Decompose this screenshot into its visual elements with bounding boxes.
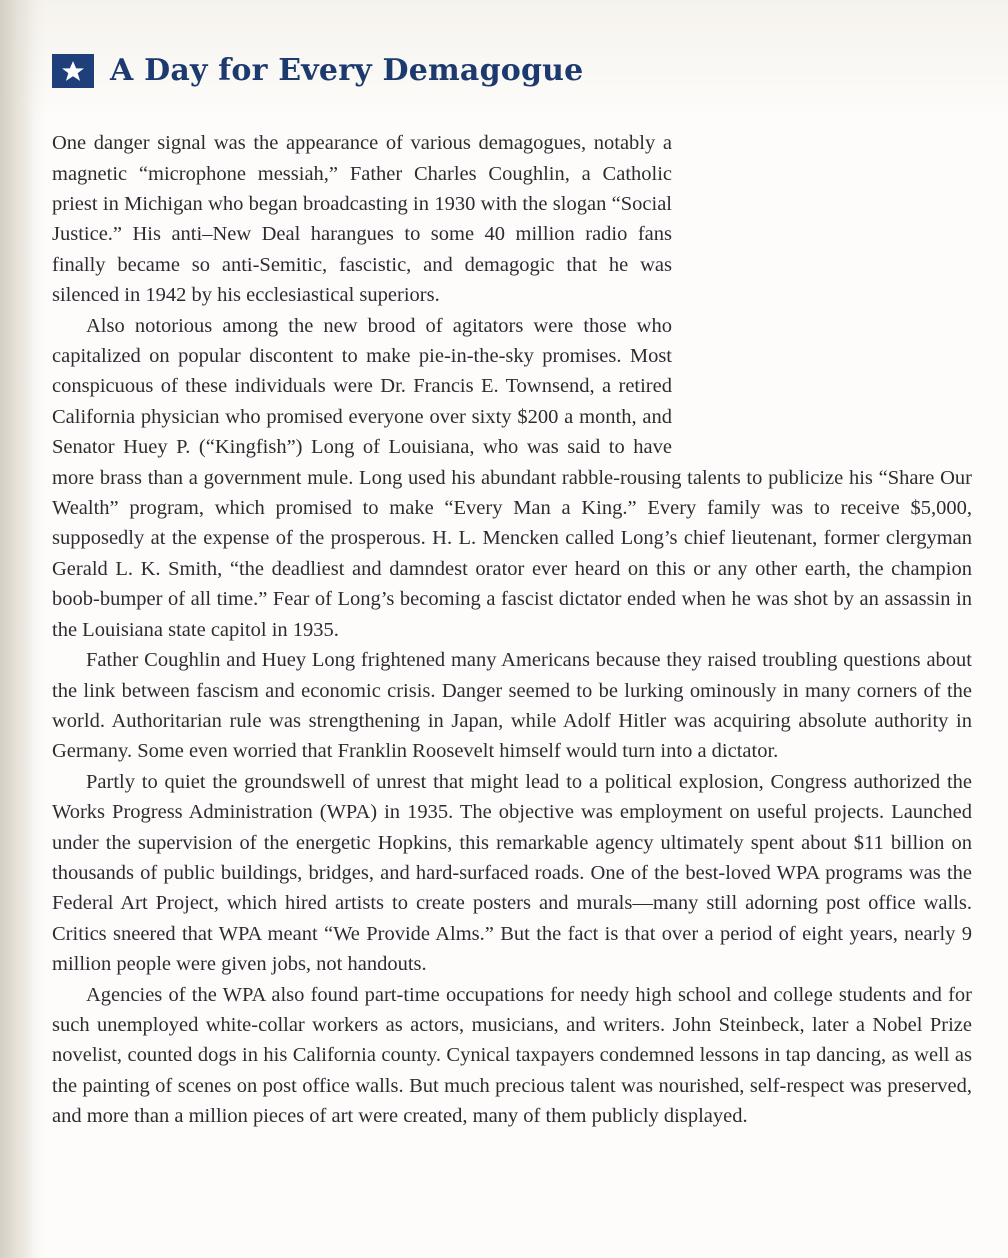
section-heading xyxy=(52,36,972,106)
paragraph-5: Agencies of the WPA also found part-time occupations for needy high school and college students and for such unemployed white-collar workers as actors, musicians, and writers. John Steinbeck, later a Nobel Prize novelist, counted dogs in his California county. Cynical taxpayers condemned lessons in tap dancing, as well as the painting of scenes on post office walls. But much precious talent was nourished, self-respect was preserved, and more than a million pieces of art were created, many of them publicly displayed. xyxy=(52,983,972,1128)
right-margin-spacer-2 xyxy=(672,311,972,463)
star-icon xyxy=(52,54,94,88)
page-title: A Day for Every Demagogue xyxy=(110,53,584,89)
right-margin-spacer xyxy=(672,128,972,296)
paragraph-1: One danger signal was the appearance of various demagogues, notably a magnetic “microphone messiah,” Father Charles Coughlin, a Catholic priest in Michigan who began broadcasting in 1930 with the slogan “Social Justice.” His anti–New Deal harangues to some 40 million radio fans finally became so anti-Semitic, fascistic, and demagogic that he was silenced in 1942 by his ecclesiastical superiors. xyxy=(52,132,672,307)
article-content xyxy=(52,36,972,1132)
paragraph-3: Father Coughlin and Huey Long frightened many Americans because they raised troubling questions about the link between fascism and economic crisis. Danger seemed to be lurking ominously in many corners of the world. Authoritarian rule was strengthening in Japan, while Adolf Hitler was acquiring absolute authority in Germany. Some even worried that Franklin Roosevelt himself would turn into a dictator. xyxy=(52,649,972,763)
paragraph-2: Also notorious among the new brood of agitators were those who capitalized on popular discontent to make pie-in-the-sky promises. Most conspicuous of these individuals were Dr. Francis E. Townsend, a retired California physician who promised everyone over sixty $200 a month, and Senator Huey P. (“Kingfish”) Long of Louisiana, who was said to have more brass than a government mule. Long used his abundant rabble-rousing talents to publicize his “Share Our Wealth” program, which promised to make “Every Man a King.” Every family was to receive $5,000, supposedly at the expense of the prosperous. H. L. Mencken called Long’s chief lieutenant, former clergyman Gerald L. K. Smith, “the deadliest and damndest orator ever heard on this or any other earth, the champion boob-bumper of all time.” Fear of Long’s becoming a fascist dictator ended when he was shot by an assassin in the Louisiana state capitol in 1935. xyxy=(52,314,972,641)
page-left-edge-shadow xyxy=(0,0,34,1258)
paragraph-4: Partly to quiet the groundswell of unrest that might lead to a political explosion, Congress authorized the Works Progress Administration (WPA) in 1935. The objective was employment on useful projects. Launched under the supervision of the energetic Hopkins, this remarkable agency ultimately spent about $11 billion on thousands of public buildings, bridges, and hard-surfaced roads. One of the best-loved WPA programs was the Federal Art Project, which hired artists to create posters and murals—many still adorning post office walls. Critics sneered that WPA meant “We Provide Alms.” But the fact is that over a period of eight years, nearly 9 million people were given jobs, not handouts. xyxy=(52,770,972,976)
paragraph-group-1 xyxy=(52,128,972,310)
paragraph-group-2 xyxy=(52,311,972,645)
